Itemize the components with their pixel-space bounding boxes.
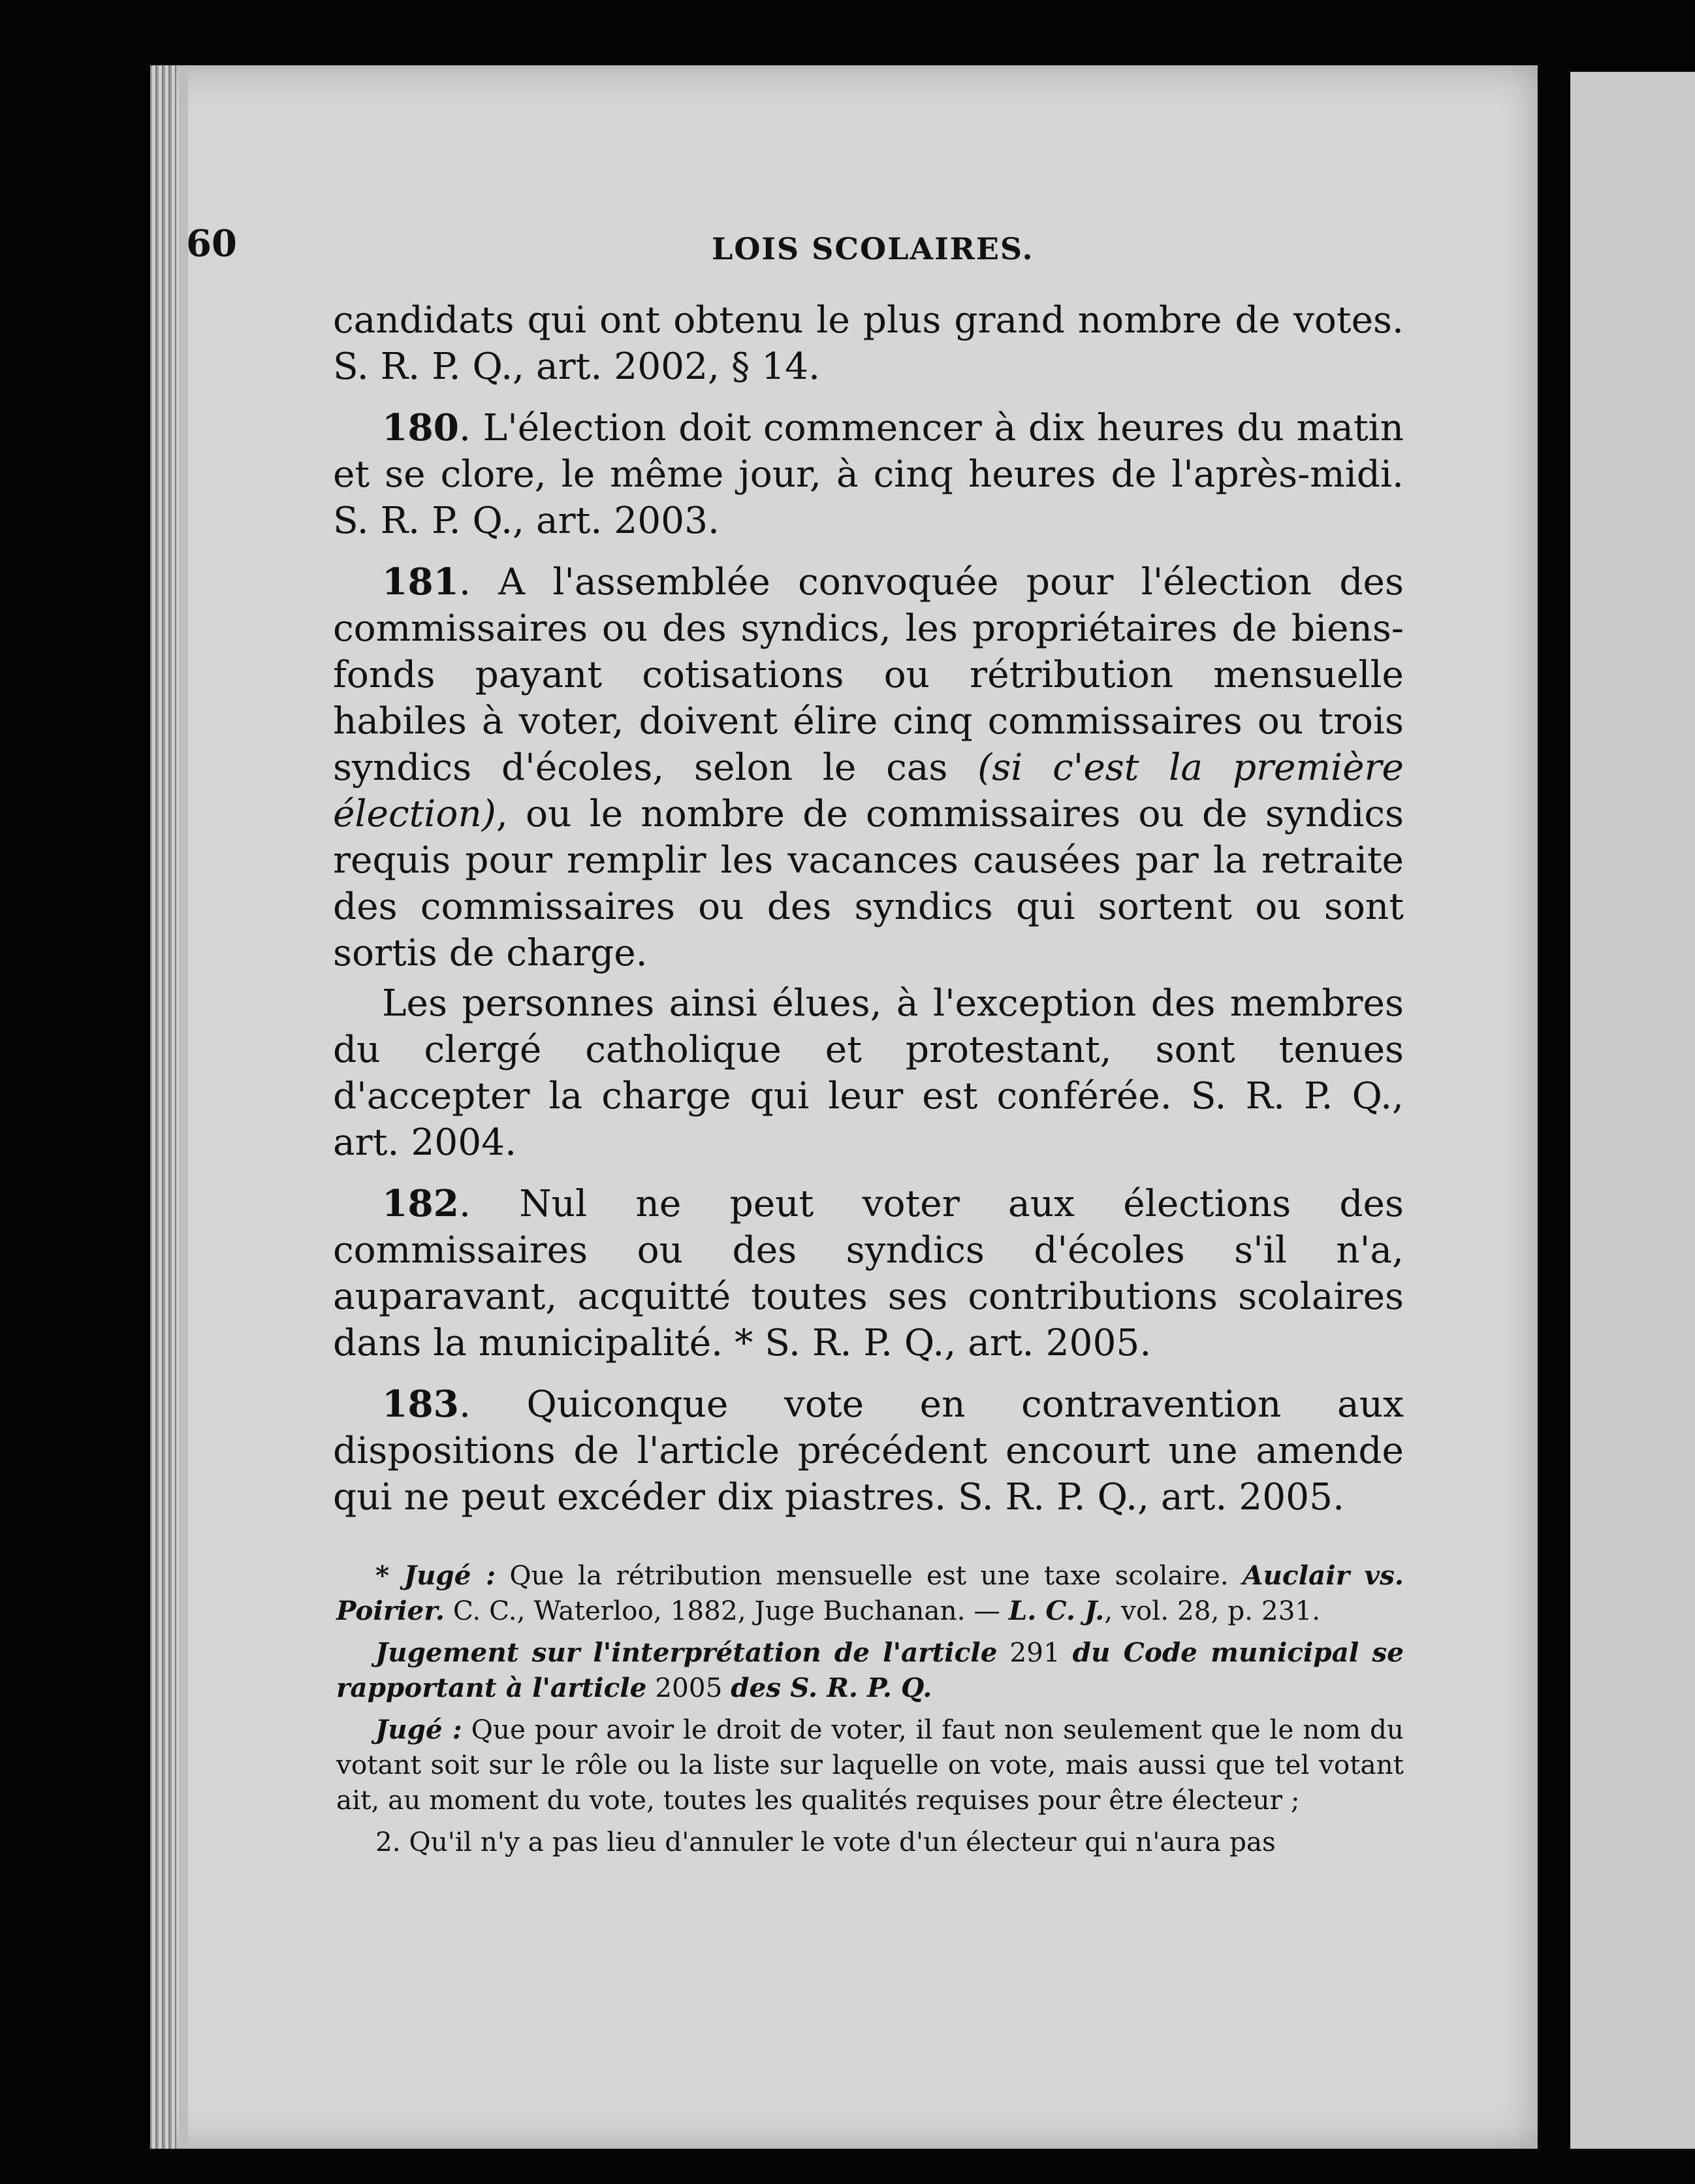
footnote-1 xyxy=(336,1558,1404,1628)
article-text: . Nul ne peut voter aux élections des commissaires ou des syndics d'écoles s'il n'a, auparavant, acquitté toutes ses contributions scolaires dans la municipalité. * S. R. P. Q., art. 2005. xyxy=(333,1183,1404,1364)
page-binding-edge xyxy=(150,65,176,2149)
body-text xyxy=(333,297,1404,1520)
page-binding-shadow xyxy=(179,65,188,2149)
facing-page-edge xyxy=(1570,72,1695,2149)
article-number: 182 xyxy=(382,1182,459,1225)
footnote-3 xyxy=(336,1712,1404,1818)
article-number: 180 xyxy=(382,406,459,449)
article-italic-text: (si c'est la première élection) xyxy=(333,747,1404,835)
report-reference: L. C. J. xyxy=(1008,1595,1105,1626)
footnote-label: Jugé : xyxy=(375,1714,462,1745)
article-183 xyxy=(333,1381,1404,1520)
footnote-text: Que pour avoir le droit de voter, il faut non seulement que le nom du votant soit sur le rôle ou la liste sur laquelle on vote, mais aussi que tel votant ait, au moment du vote, toutes les qualités requises pour être électeur ; xyxy=(336,1714,1404,1816)
footnote-text: 2005 xyxy=(646,1672,731,1703)
footnote-text: des S. R. P. Q. xyxy=(731,1672,932,1703)
footnote-text: C. C., Waterloo, 1882, Juge Buchanan. — xyxy=(444,1595,1009,1626)
article-text: , ou le nombre de commissaires ou de syndics requis pour remplir les vacances causées par la retraite des commissaires ou des syndics qui sortent ou sont sortis de charge. xyxy=(333,793,1404,974)
page-header xyxy=(186,216,1420,281)
footnote-text: du Code municipal se rapportant à l'article xyxy=(336,1637,1404,1703)
article-number: 183 xyxy=(382,1383,459,1426)
footnote-text: Jugement sur l'interprétation de l'article xyxy=(375,1637,998,1668)
footnotes xyxy=(336,1558,1404,1866)
article-180 xyxy=(333,405,1404,544)
running-head: LOIS SCOLAIRES. xyxy=(712,231,1034,266)
article-182 xyxy=(333,1181,1404,1366)
footnote-text: , vol. 28, p. 231. xyxy=(1104,1595,1321,1626)
footnote-4: 2. Qu'il n'y a pas lieu d'annuler le vote d'un électeur qui n'aura pas xyxy=(375,1826,1276,1857)
article-text: . Quiconque vote en contravention aux dispositions de l'article précédent encourt une amende qui ne peut excéder dix piastres. S. R. P. Q., art. 2005. xyxy=(333,1383,1404,1518)
article-181-paragraph-2: Les personnes ainsi élues, à l'exception des membres du clergé catholique et protestant, sont tenues d'accepter la charge qui leur est conférée. S. R. P. Q., art. 2004. xyxy=(333,982,1404,1164)
paragraph-continued: candidats qui ont obtenu le plus grand nombre de votes. S. R. P. Q., art. 2002, § 14. xyxy=(333,299,1404,388)
article-number: 181 xyxy=(382,560,459,603)
article-text: . L'élection doit commencer à dix heures du matin et se clore, le même jour, à cinq heures de l'après-midi. S. R. P. Q., art. 2003. xyxy=(333,407,1404,542)
article-181 xyxy=(333,559,1404,976)
case-name: Auclair vs. Poirier. xyxy=(336,1560,1404,1626)
footnote-2 xyxy=(336,1635,1404,1705)
footnote-label: * Jugé : xyxy=(375,1560,496,1591)
footnote-text: 291 xyxy=(997,1637,1073,1668)
article-text: . A l'assemblée convoquée pour l'élection des commissaires ou des syndics, les propriétaires de biens-fonds payant cotisations ou rétribution mensuelle habiles à voter, doivent élire cinq commissaires ou trois syndics d'écoles, selon le cas xyxy=(333,561,1404,789)
footnote-text: Que la rétribution mensuelle est une taxe scolaire. xyxy=(496,1560,1243,1591)
page-number: 60 xyxy=(186,222,237,265)
